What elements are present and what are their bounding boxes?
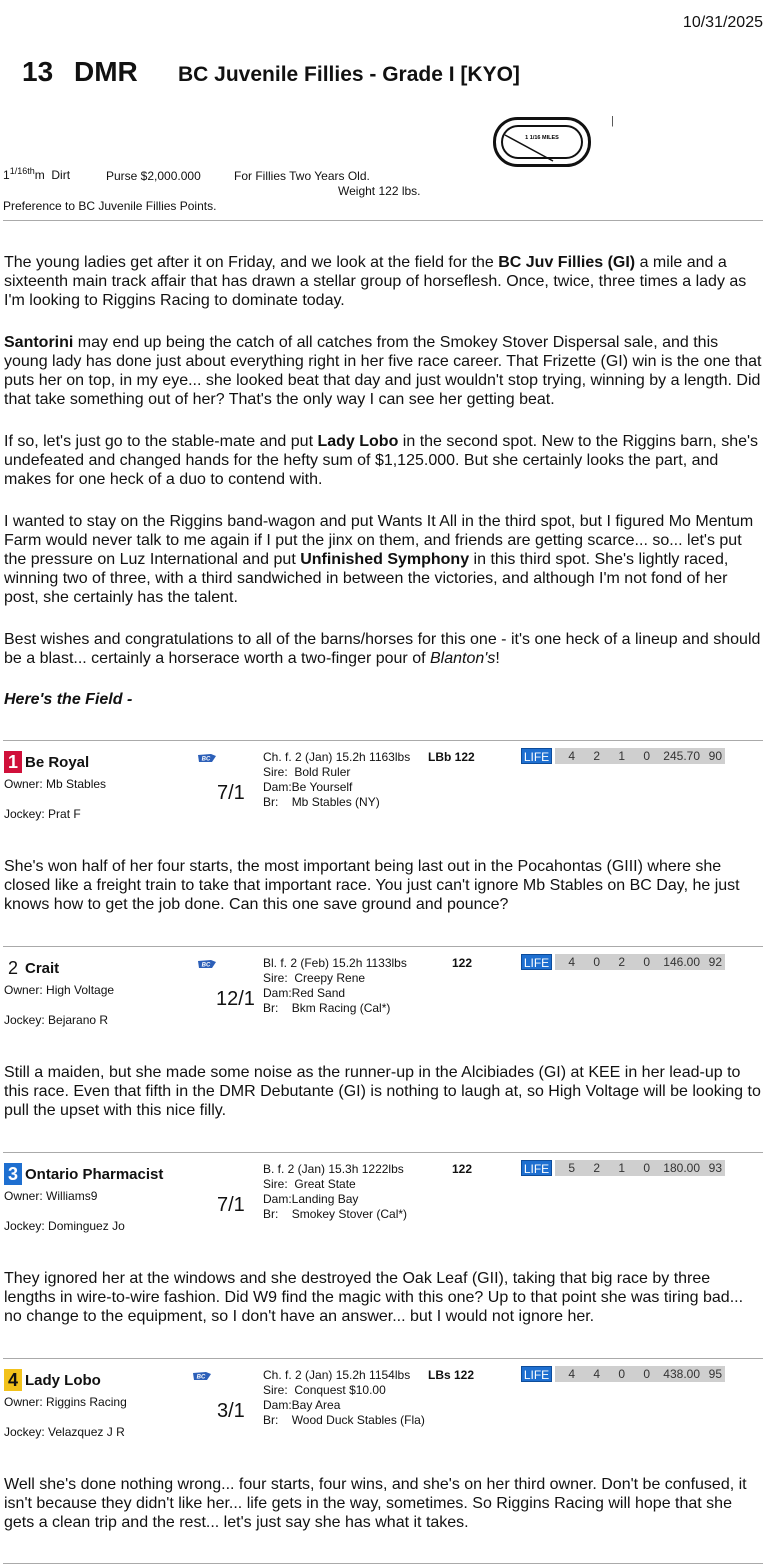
article-paragraph-2: Santorini may end up being the catch of all catches from the Smokey Stover Dispersal sale, and this young lady has done just about everything right in her five race career. That Frizette (GI) win is the one that puts her on top, in my eye... she looked beat that day and just wouldn't stop trying, winning by a length. Did that take something out of her? That's the only way I can see her getting beat. <box>4 334 762 408</box>
morning-line-odds: 12/1 <box>216 988 255 1010</box>
breeder: Br: Smokey Stover (Cal*) <box>263 1207 408 1221</box>
life-speed: 92 <box>708 955 722 969</box>
sire: Sire: Bold Ruler <box>263 765 351 779</box>
article-paragraph-4: I wanted to stay on the Riggins band-wagon and put Wants It All in the third spot, but I figured Mo Mentum Farm would never talk to me again if I put the jinx on them, and friends are getting scarce... so... let's put the pressure on Luz International and put Unfinished Symphony in this third spot. She's lightly raced, winning two of three, with a third sandwiched in between the victories, and although I'm not fond of her post, she certainly has the talent. <box>4 513 754 606</box>
race-weight: Weight 122 lbs. <box>338 184 421 198</box>
owner-label: Owner: <box>4 777 43 791</box>
assigned-weight: LBb 122 <box>428 750 475 764</box>
horse-comment: Still a maiden, but she made some noise as the runner-up in the Alcibiades (GI) at KEE in her lead-up to this race. Even that fifth in the DMR Debutante (GI) is nothing to laugh at, so High Voltage will be looking to pull the upset with this nice filly. <box>4 1064 761 1119</box>
owner-label: Owner: <box>4 1189 43 1203</box>
life-starts: 4 <box>568 1367 575 1381</box>
life-earnings: 180.00 <box>663 1161 700 1175</box>
field-heading: Here's the Field - <box>4 691 133 708</box>
life-speed: 93 <box>708 1161 722 1175</box>
surface: Dirt <box>51 168 71 182</box>
assigned-weight: LBs 122 <box>428 1368 475 1382</box>
life-earnings: 245.70 <box>663 749 700 763</box>
program-number: 1 <box>4 751 22 773</box>
distance-fraction: 1/16th <box>9 166 35 176</box>
owner-name: Riggins Racing <box>46 1395 127 1409</box>
distance <box>3 166 70 182</box>
horse-comment: Well she's done nothing wrong... four starts, four wins, and she's on her third owner. Don't be confused, it isn't because they didn't like her... life gets in the way, sometimes. So Riggins Racing will hope that she gets a clean trip and the rest... let's just say she has what it takes. <box>4 1476 747 1531</box>
track-diagram <box>493 117 591 167</box>
life-wins: 4 <box>593 1367 600 1381</box>
life-places: 1 <box>618 749 625 763</box>
svg-text:BC: BC <box>196 1374 206 1381</box>
breeder: Br: Wood Duck Stables (Fla) <box>263 1413 425 1427</box>
life-label: LIFE <box>521 1366 552 1382</box>
horse-description: Bl. f. 2 (Feb) 15.2h 1133lbs <box>263 956 407 970</box>
jockey <box>4 807 81 821</box>
life-earnings: 146.00 <box>663 955 700 969</box>
bc-logo-icon <box>197 750 217 768</box>
sire: Sire: Great State <box>263 1177 356 1191</box>
horse-name: Lady Lobo <box>25 1371 101 1389</box>
life-record <box>521 1160 725 1176</box>
life-wins: 2 <box>593 1161 600 1175</box>
track-diagram-label: 1 1/16 MILES <box>525 135 559 141</box>
jockey <box>4 1425 125 1439</box>
race-conditions: For Fillies Two Years Old. <box>234 169 370 183</box>
morning-line-odds: 7/1 <box>217 1194 245 1216</box>
horse-description: Ch. f. 2 (Jan) 15.2h 1154lbs <box>263 1368 411 1382</box>
breeder: Br: Mb Stables (NY) <box>263 795 380 809</box>
bc-logo-icon <box>197 956 217 974</box>
distance-unit: m <box>34 168 45 182</box>
life-stats <box>555 1366 725 1382</box>
article-paragraph-3: If so, let's just go to the stable-mate and put Lady Lobo in the second spot. New to the Riggins barn, she's undefeated and changed hands for the hefty sum of $1,125.000. But she certainly looks the part, and makes for one heck of a duo to contend with. <box>4 433 759 488</box>
sire: Sire: Conquest $10.00 <box>263 1383 386 1397</box>
horse-name: Be Royal <box>25 753 90 771</box>
owner <box>4 1395 127 1409</box>
life-shows: 0 <box>643 955 650 969</box>
jockey-label: Jockey: <box>4 1425 45 1439</box>
sire: Sire: Creepy Rene <box>263 971 366 985</box>
race-title: BC Juvenile Fillies - Grade I [KYO] <box>178 63 520 86</box>
life-label: LIFE <box>521 954 552 970</box>
life-places: 1 <box>618 1161 625 1175</box>
life-wins: 2 <box>593 749 600 763</box>
assigned-weight: 122 <box>452 1162 473 1176</box>
jockey-label: Jockey: <box>4 1219 45 1233</box>
program-number: 2 <box>4 957 22 979</box>
preference-note: Preference to BC Juvenile Fillies Points. <box>3 199 217 213</box>
morning-line-odds: 3/1 <box>217 1400 245 1422</box>
dam: Dam:Landing Bay <box>263 1192 359 1206</box>
life-stats <box>555 954 725 970</box>
life-stats <box>555 748 725 764</box>
horse-name: Crait <box>25 959 60 977</box>
distance-whole: 1 <box>3 168 10 182</box>
horse-header <box>4 1163 163 1185</box>
life-starts: 4 <box>568 955 575 969</box>
owner-name: Mb Stables <box>46 777 107 791</box>
life-speed: 95 <box>708 1367 722 1381</box>
dam: Dam:Be Yourself <box>263 780 353 794</box>
horse-description: B. f. 2 (Jan) 15.3h 1222lbs <box>263 1162 404 1176</box>
morning-line-odds: 7/1 <box>217 782 245 804</box>
svg-text:BC: BC <box>201 962 211 969</box>
horse-header <box>4 751 89 773</box>
horse-comment: She's won half of her four starts, the most important being last out in the Pocahontas (GIII) where she closed like a freight train to take that important race. You just can't ignore Mb Stables on BC Day, he just knows how to get the job done. Can this one save ground and pounce? <box>4 858 740 913</box>
owner <box>4 983 114 997</box>
horse-comment: They ignored her at the windows and she destroyed the Oak Leaf (GII), taking that big race by three lengths in wire-to-wire fashion. Did W9 find the magic with this one? Up to that point she was tiring bad... no change to the equipment, so I don't have an answer... but I would not ignore her. <box>4 1270 744 1325</box>
program-number: 3 <box>4 1163 22 1185</box>
breeder: Br: Bkm Racing (Cal*) <box>263 1001 391 1015</box>
jockey-name: Velazquez J R <box>48 1425 125 1439</box>
horse-divider <box>3 1152 763 1153</box>
life-starts: 5 <box>568 1161 575 1175</box>
svg-text:BC: BC <box>201 756 211 763</box>
owner-label: Owner: <box>4 983 43 997</box>
jockey-name: Bejarano R <box>48 1013 109 1027</box>
life-stats <box>555 1160 725 1176</box>
horse-name: Ontario Pharmacist <box>25 1165 164 1183</box>
purse: Purse $2,000.000 <box>106 169 201 183</box>
owner-label: Owner: <box>4 1395 43 1409</box>
article-paragraph-5: Best wishes and congratulations to all of the barns/horses for this one - it's one heck of a lineup and should be a blast... certainly a horserace worth a two-finger pour of Blanton's! <box>4 631 761 667</box>
life-label: LIFE <box>521 748 552 764</box>
life-label: LIFE <box>521 1160 552 1176</box>
horse-header <box>4 1369 101 1391</box>
life-shows: 0 <box>643 749 650 763</box>
jockey-name: Dominguez Jo <box>48 1219 125 1233</box>
jockey-label: Jockey: <box>4 807 45 821</box>
life-record <box>521 954 725 970</box>
race-number: 13 <box>22 56 54 87</box>
life-places: 2 <box>618 955 625 969</box>
track-tick-mark: | <box>611 115 614 127</box>
life-earnings: 438.00 <box>663 1367 700 1381</box>
article-paragraph-1: The young ladies get after it on Friday, and we look at the field for the BC Juv Fillies (GI) a mile and a sixteenth main track affair that has drawn a stellar group of horseflesh. Once, twice, three times a lady as I'm looking to Riggins Racing to dominate today. <box>4 254 747 309</box>
assigned-weight: 122 <box>452 956 473 970</box>
life-record <box>521 1366 725 1382</box>
life-shows: 0 <box>643 1367 650 1381</box>
horse-header <box>4 957 59 979</box>
dam: Dam:Red Sand <box>263 986 346 1000</box>
life-speed: 90 <box>708 749 722 763</box>
owner <box>4 1189 97 1203</box>
track-code: DMR <box>74 56 138 87</box>
life-record <box>521 748 725 764</box>
owner-name: Williams9 <box>46 1189 98 1203</box>
header-divider <box>3 220 763 221</box>
owner <box>4 777 106 791</box>
horse-description: Ch. f. 2 (Jan) 15.2h 1163lbs <box>263 750 411 764</box>
owner-name: High Voltage <box>46 983 115 997</box>
jockey-name: Prat F <box>48 807 81 821</box>
footer-divider <box>3 1563 763 1564</box>
life-wins: 0 <box>593 955 600 969</box>
jockey <box>4 1013 108 1027</box>
program-number: 4 <box>4 1369 22 1391</box>
horse-divider <box>3 1358 763 1359</box>
life-shows: 0 <box>643 1161 650 1175</box>
jockey-label: Jockey: <box>4 1013 45 1027</box>
horse-divider <box>3 946 763 947</box>
life-places: 0 <box>618 1367 625 1381</box>
life-starts: 4 <box>568 749 575 763</box>
race-date: 10/31/2025 <box>682 14 763 31</box>
dam: Dam:Bay Area <box>263 1398 341 1412</box>
horse-divider <box>3 740 763 741</box>
bc-logo-icon <box>192 1368 212 1386</box>
jockey <box>4 1219 125 1233</box>
